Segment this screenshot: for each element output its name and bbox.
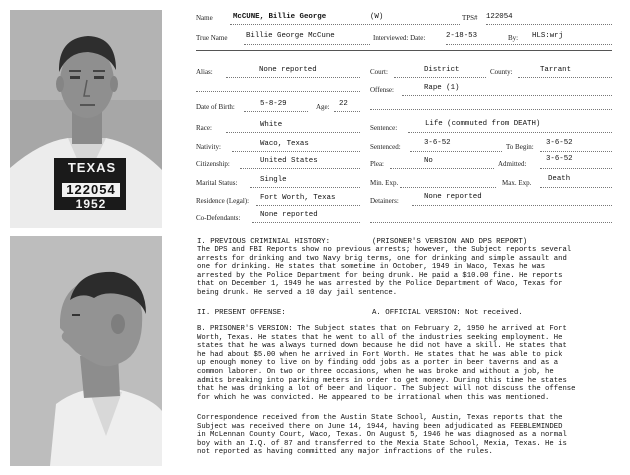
citizenship-value: United States bbox=[260, 157, 318, 165]
section-2-heading: II. PRESENT OFFENSE: bbox=[197, 309, 286, 317]
dob-label: Date of Birth: bbox=[196, 103, 235, 111]
text-line: arrests for drinking and two Navy brig terms, one for drinking and simple assault and bbox=[197, 254, 567, 263]
profile-mugshot-drawing bbox=[10, 236, 162, 466]
profile-mugshot-photo bbox=[10, 236, 162, 466]
tps-label: TPS# bbox=[462, 14, 478, 22]
race-label: Race: bbox=[196, 124, 212, 132]
name-label: Name bbox=[196, 14, 213, 22]
sentenced-label: Sentenced: bbox=[370, 143, 401, 151]
text-line: he had about $5.00 when he arrived in Fort Worth. He states that he was able to pick bbox=[197, 350, 563, 359]
county-label: County: bbox=[490, 68, 513, 76]
citizenship-label: Citizenship: bbox=[196, 160, 230, 168]
codefendants-value: None reported bbox=[260, 211, 318, 219]
true-name-value: Billie George McCune bbox=[246, 32, 335, 40]
text-line: up enough money to live on by finding odd jobs as a porter in beer taverns and as a bbox=[197, 359, 559, 368]
text-line: not reported as having committed any major infractions of the rules. bbox=[197, 448, 493, 457]
to-begin-label: To Begin: bbox=[506, 143, 534, 151]
interviewed-label: Interviewed: Date: bbox=[373, 34, 426, 42]
plea-label: Plea: bbox=[370, 160, 384, 168]
placard-state: TEXAS bbox=[67, 160, 117, 175]
text-line: for which he was convicted. He appeared to be irrational when this was mentioned. bbox=[197, 393, 550, 402]
text-line: arrested by the Police Department for being drunk. He paid a $10.00 fine. He reports bbox=[197, 271, 563, 280]
text-line: in McLennan County Court, Waco, Texas. On August 5, 1946 he was diagnosed as a normal bbox=[197, 431, 567, 440]
text-line: common laborer. On two or three occasions, when he was broke and without a job, he bbox=[197, 367, 554, 376]
sentence-label: Sentence: bbox=[370, 124, 398, 132]
text-line: The DPS and FBI Reports show no previous arrests; however, the Subject reports several bbox=[197, 246, 572, 254]
offense-value: Rape (1) bbox=[424, 84, 460, 92]
text-line: states that he was always turned down because he did not have a skill. He states that bbox=[197, 342, 567, 351]
admitted-label: Admitted: bbox=[498, 160, 527, 168]
text-line: Correspondence received from the Austin State School, Austin, Texas reports that the bbox=[197, 414, 563, 422]
text-line: Subject was received there on June 14, 1944, having been adjudicated as FEEBLEMINDED bbox=[197, 422, 563, 431]
section-2b-body bbox=[197, 325, 620, 402]
plea-value: No bbox=[424, 157, 433, 165]
text-line: admits breaking into parking meters in order to get money. During this time he states bbox=[197, 376, 567, 385]
detainers-value: None reported bbox=[424, 193, 482, 201]
max-exp-label: Max. Exp. bbox=[502, 179, 532, 187]
offense-label: Offense: bbox=[370, 86, 394, 94]
by-value: HLS:wrj bbox=[532, 32, 564, 40]
text-line: being drunk. He served a 10 day jail sentence. bbox=[197, 288, 398, 297]
residence-label: Residence (Legal): bbox=[196, 197, 250, 205]
interviewed-date: 2-18-53 bbox=[446, 32, 478, 40]
front-mugshot-photo bbox=[10, 10, 162, 228]
alias-label: Alias: bbox=[196, 68, 213, 76]
court-label: Court: bbox=[370, 68, 388, 76]
section-1-body bbox=[197, 246, 620, 298]
true-name-label: True Name bbox=[196, 34, 228, 42]
race-value: White bbox=[260, 121, 283, 129]
codefendants-label: Co-Defendants: bbox=[196, 214, 241, 222]
admitted-value: 3-6-52 bbox=[546, 155, 573, 163]
name-value: McCUNE, Billie George bbox=[233, 13, 327, 21]
race-code: (W) bbox=[370, 13, 384, 21]
sentence-value: Life (commuted from DEATH) bbox=[425, 120, 541, 128]
alias-value: None reported bbox=[259, 66, 317, 74]
text-line: one for drinking. He states that sometime in October, 1949 in Waco, Texas he was bbox=[197, 263, 546, 272]
section-1-note: (PRISONER'S VERSION AND DPS REPORT) bbox=[372, 238, 528, 246]
marital-status-label: Marital Status: bbox=[196, 179, 238, 187]
nativity-label: Nativity: bbox=[196, 143, 221, 151]
text-line: Worth, Texas. He states that he went to all of the industries seeking employment. He bbox=[197, 333, 563, 342]
court-value: District bbox=[424, 66, 460, 74]
age-label: Age: bbox=[316, 103, 330, 111]
by-label: By: bbox=[508, 34, 519, 42]
min-exp-label: Min. Exp. bbox=[370, 179, 399, 187]
county-value: Tarrant bbox=[540, 66, 572, 74]
nativity-value: Waco, Texas bbox=[260, 140, 309, 148]
text-line: B. PRISONER'S VERSION: The Subject states that on February 2, 1950 he arrived at Fort bbox=[197, 325, 567, 333]
placard-number: 122054 bbox=[66, 182, 116, 197]
sentenced-value: 3-6-52 bbox=[424, 139, 451, 147]
dob-value: 5-8-29 bbox=[260, 100, 287, 108]
tps-value: 122054 bbox=[486, 13, 513, 21]
age-value: 22 bbox=[339, 100, 348, 108]
placard-year: 1952 bbox=[75, 197, 107, 211]
text-line: that he was drinking a lot of beer and liquor. The Subject will not discuss the offense bbox=[197, 385, 576, 394]
text-line: that on December 1, 1949 he was arrested by the Police Department of Waco, Texas for bbox=[197, 280, 563, 289]
max-exp-value: Death bbox=[548, 175, 571, 183]
text-line: boy with an I.Q. of 87 and transferred to the Mexia State School, Mexia, Texas. He is bbox=[197, 439, 567, 448]
section-2-official-version: A. OFFICIAL VERSION: Not received. bbox=[372, 309, 523, 317]
marital-status-value: Single bbox=[260, 176, 287, 184]
residence-value: Fort Worth, Texas bbox=[260, 194, 336, 202]
detainers-label: Detainers: bbox=[370, 197, 399, 205]
correspondence-body bbox=[197, 414, 620, 457]
section-1-heading: I. PREVIOUS CRIMINIAL HISTORY: bbox=[197, 238, 331, 246]
to-begin-value: 3-6-52 bbox=[546, 139, 573, 147]
